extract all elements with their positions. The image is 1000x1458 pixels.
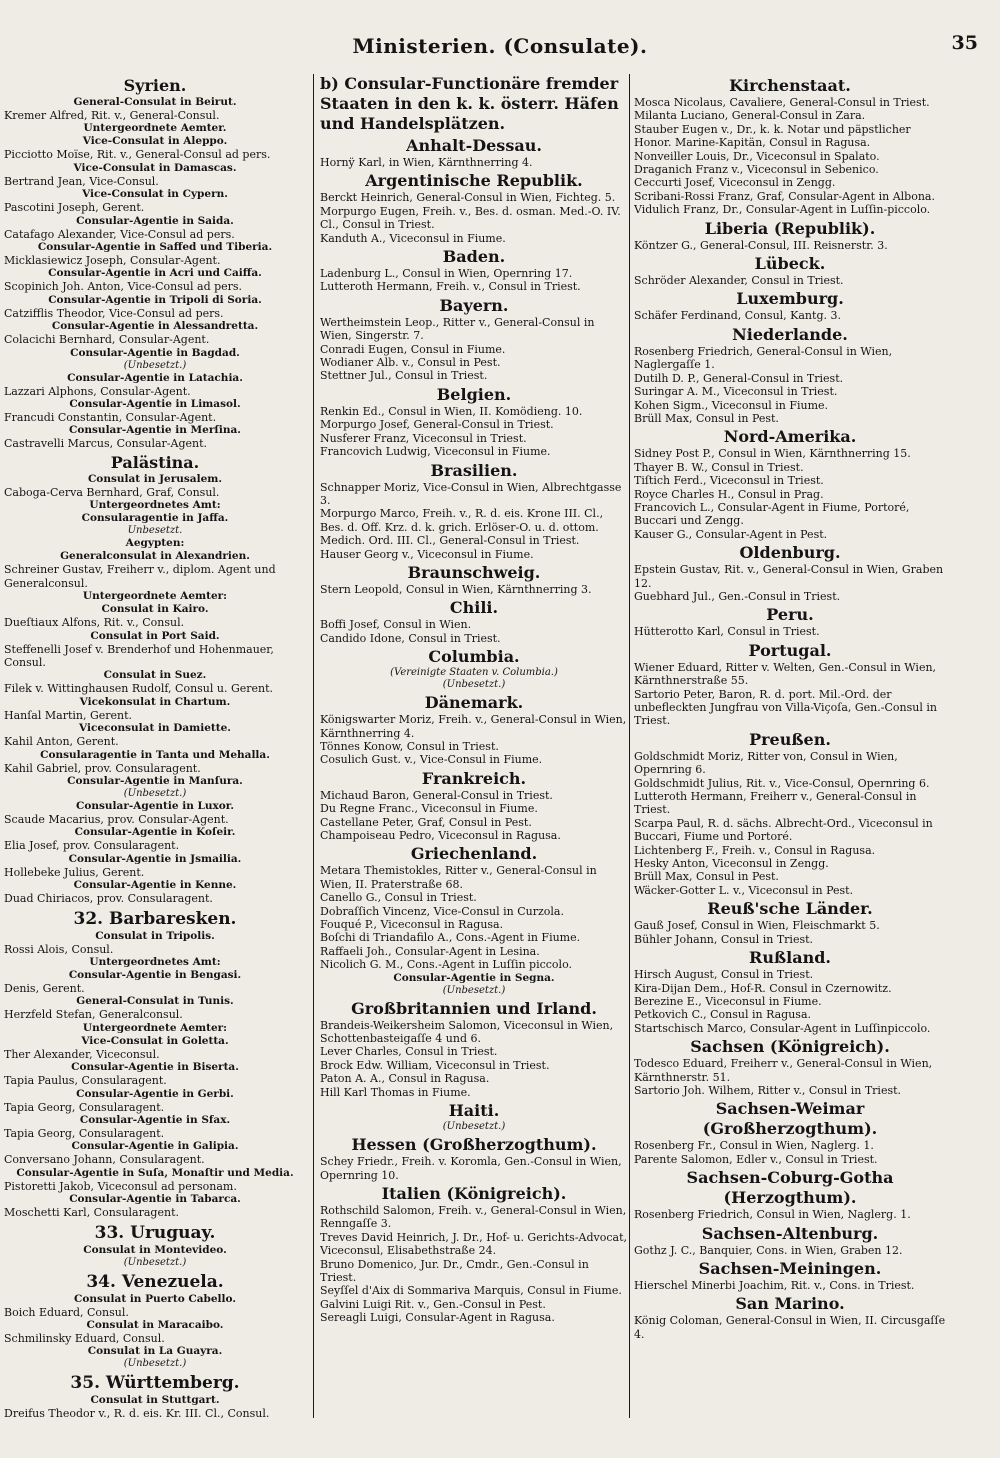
directory-entry: Castellane Peter, Graf, Consul in Pest. [320, 815, 532, 829]
directory-entry: Guebhard Jul., Gen.-Consul in Triest. [634, 589, 841, 603]
directory-entry: Wertheimstein Leop., Ritter v., General-Consul in Wien, Singerstr. 7. [320, 315, 595, 343]
column-divider [313, 74, 314, 1418]
office-subheading: Vicekonsulat in Chartum. [79, 695, 231, 708]
office-subheading: Consular-Agentie in Segna. [393, 971, 555, 984]
office-subheading: Viceconsulat in Damiette. [79, 722, 231, 735]
office-subheading: General-Consulat in Beirut. [73, 96, 237, 108]
section-heading: Belgien. [436, 384, 512, 404]
directory-entry: Micklasiewicz Joseph, Consular-Agent. [4, 254, 221, 268]
directory-entry: Tapia Georg, Consularagent. [4, 1100, 165, 1114]
directory-entry: Pascotini Joseph, Gerent. [4, 201, 145, 215]
directory-entry: Colacichi Bernhard, Consular-Agent. [4, 333, 210, 347]
directory-entry: Berckt Heinrich, General-Consul in Wien, Fichteg. 5. [320, 191, 616, 205]
directory-entry: Hesky Anton, Viceconsul in Zengg. [634, 857, 829, 871]
directory-entry: Dutilh D. P., General-Consul in Triest. [634, 371, 844, 385]
section-heading: Syrien. [123, 76, 187, 95]
note-text: (Unbesetzt.) [123, 787, 187, 799]
office-subheading: Consular-Agentie in Kenne. [73, 879, 237, 892]
section-heading: Liberia (Republik). [704, 218, 876, 238]
directory-entry: Brandeis-Weikersheim Salomon, Viceconsul in Wien, Schottenbasteigaſſe 4 und 6. [320, 1018, 614, 1046]
office-subheading: Consulat in Suez. [103, 669, 207, 682]
directory-entry: Schreiner Gustav, Freiherr v., diplom. Agent und Generalconsul. [4, 563, 276, 590]
directory-entry: Treves David Heinrich, J. Dr., Hof- u. Gerichts-Advocat, Viceconsul, Elisabethstraße 24. [320, 1230, 627, 1258]
directory-entry: Köntzer G., General-Consul, III. Reisnerstr. 3. [634, 238, 888, 252]
page-title: Ministerien. (Consulate). [352, 34, 648, 58]
directory-entry: Canello G., Consul in Triest. [320, 891, 477, 905]
directory-entry: Herzfeld Stefan, Generalconsul. [4, 1008, 183, 1022]
column-left [4, 74, 306, 1450]
directory-entry: Schnapper Moriz, Vice-Consul in Wien, Albrechtgasse 3. [320, 480, 622, 507]
directory-entry: Sereagli Luigi, Consular-Agent in Ragusa. [320, 1311, 555, 1325]
note-text: (Unbesetzt.) [442, 984, 506, 996]
directory-entry: Lutteroth Hermann, Freiherr v., General-Consul in Triest. [634, 790, 917, 817]
directory-entry: Raffaeli Joh., Consular-Agent in Lesina. [320, 944, 540, 958]
directory-entry: Rosenberg Fr., Consul in Wien, Naglerg. 1. [634, 1139, 874, 1153]
section-heading: Dänemark. [424, 693, 524, 713]
directory-entry: Dobraſſich Vincenz, Vice-Consul in Curzola. [320, 904, 564, 918]
directory-entry: Todesco Eduard, Freiherr v., General-Consul in Wien, Kärnthnerstr. 51. [634, 1057, 933, 1084]
directory-entry: Boſchi di Triandafilo A., Cons.-Agent in Fiume. [320, 931, 581, 945]
section-title: b) Consular-Functionäre fremder Staaten in den k. k. österr. Häfen und Handelsplätzen. [320, 74, 619, 133]
office-subheading: Consular-Agentie in Luxor. [76, 799, 234, 812]
directory-entry: Lever Charles, Consul in Triest. [320, 1045, 498, 1059]
directory-entry: Nusferer Franz, Viceconsul in Triest. [320, 431, 527, 445]
directory-entry: König Coloman, General-Consul in Wien, II. Circusgaſſe 4. [634, 1314, 946, 1341]
directory-entry: Morpurgo Eugen, Freih. v., Bes. d. osman. Med.-O. IV. Cl., Consul in Triest. [320, 204, 621, 232]
section-heading: Brasilien. [430, 460, 518, 480]
directory-entry: Rosenberg Friedrich, Consul in Wien, Naglerg. 1. [634, 1208, 911, 1222]
note-text: Unbesetzt. [127, 525, 183, 537]
section-heading: Frankreich. [421, 768, 527, 788]
section-heading: Haiti. [448, 1101, 500, 1121]
directory-entry: Hornÿ Karl, in Wien, Kärnthnerring 4. [320, 156, 533, 169]
section-heading: Italien (Königreich). [381, 1183, 567, 1203]
office-subheading: Aegypten: [125, 537, 185, 550]
section-heading: Sachsen-Weimar (Großherzogthum). [702, 1099, 878, 1139]
section-heading: Niederlande. [732, 324, 848, 344]
office-subheading: Vice-Consulat in Cypern. [82, 188, 228, 201]
section-heading: 32. Barbaresken. [73, 908, 237, 929]
office-subheading: Untergeordnetes Amt: [89, 499, 221, 512]
directory-entry: Ther Alexander, Viceconsul. [4, 1047, 160, 1061]
directory-entry: Steffenelli Josef v. Brenderhof und Hohenmauer, Consul. [4, 642, 274, 669]
section-heading: Baden. [442, 247, 506, 267]
directory-entry: Dreifus Theodor v., R. d. eis. Kr. III. Cl., Consul. [4, 1407, 270, 1421]
directory-entry: Ceccurti Josef, Viceconsul in Zengg. [634, 176, 836, 190]
office-subheading: Consular-Agentie in Manſura. [67, 774, 243, 787]
directory-entry: Hauser Georg v., Viceconsul in Fiume. [320, 547, 534, 561]
directory-entry: Startschisch Marco, Consular-Agent in Luſſinpiccolo. [634, 1021, 931, 1035]
directory-entry: Schäfer Ferdinand, Consul, Kantg. 3. [634, 309, 841, 323]
note-text: (Unbesetzt.) [442, 679, 506, 691]
office-subheading: Untergeordnete Aemter: [82, 1021, 228, 1034]
section-heading: Anhalt-Dessau. [406, 136, 542, 155]
office-subheading: Consulat in Kairo. [101, 603, 209, 616]
directory-entry: Catafago Alexander, Vice-Consul ad pers. [4, 227, 235, 241]
directory-entry: Lutteroth Hermann, Freih. v., Consul in Triest. [320, 280, 581, 294]
directory-entry: Wodianer Alb. v., Consul in Pest. [320, 356, 501, 370]
directory-entry: Francudi Constantin, Consular-Agent. [4, 411, 217, 425]
note-text: (Unbesetzt.) [123, 1358, 187, 1370]
directory-entry: Rossi Alois, Consul. [4, 942, 114, 956]
column-right [634, 74, 946, 1450]
directory-entry: Renkin Ed., Consul in Wien, II. Komödieng. 10. [320, 404, 583, 418]
note-text: (Vereinigte Staaten v. Columbia.) [390, 667, 558, 679]
directory-entry: Mosca Nicolaus, Cavaliere, General-Consul in Triest. [634, 96, 930, 109]
office-subheading: Consulat in Port Said. [90, 629, 220, 642]
office-subheading: Consular-Agentie in Merſina. [69, 424, 241, 437]
directory-entry: Scribani-Rossi Franz, Graf, Consular-Agent in Albona. [634, 189, 935, 203]
office-subheading: General-Consulat in Tunis. [76, 995, 234, 1008]
office-subheading: Consular-Agentie in Latachia. [67, 371, 243, 384]
office-subheading: Consular-Agentie in Bagdad. [70, 346, 240, 359]
column-divider [629, 74, 630, 1418]
directory-entry: Denis, Gerent. [4, 981, 85, 995]
directory-entry: Lichtenberg F., Freih. v., Consul in Ragusa. [634, 843, 876, 857]
section-heading: Reuß'sche Länder. [707, 899, 873, 919]
office-subheading: Consulat in Stuttgart. [90, 1394, 220, 1407]
directory-entry: Kohen Sigm., Viceconsul in Fiume. [634, 398, 829, 412]
directory-entry: Hirsch August, Consul in Triest. [634, 968, 814, 982]
page-number: 35 [951, 32, 978, 54]
office-subheading: Vice-Consulat in Aleppo. [82, 135, 228, 148]
directory-entry: Stern Leopold, Consul in Wien, Kärnthnerring 3. [320, 582, 592, 596]
directory-entry: Wiener Eduard, Ritter v. Welten, Gen.-Consul in Wien, Kärnthnerstraße 55. [634, 660, 937, 688]
directory-entry: Kira-Dijan Dem., Hof-R. Consul in Czernowitz. [634, 981, 892, 995]
directory-entry: Hanſal Martin, Gerent. [4, 708, 133, 722]
office-subheading: Consular-Agentie in Limasol. [69, 398, 241, 411]
directory-entry: Milanta Luciano, General-Consul in Zara. [634, 109, 866, 123]
section-heading: 34. Venezuela. [86, 1271, 224, 1292]
directory-entry: Berezine E., Viceconsul in Fiume. [634, 994, 822, 1008]
section-heading: Luxemburg. [736, 289, 844, 309]
directory-entry: Francovich L., Consular-Agent in Fiume, Portoré, Buccari und Zengg. [634, 500, 910, 528]
office-subheading: Consular-Agentie in Alessandretta. [51, 320, 259, 333]
section-heading: Chili. [449, 598, 499, 618]
section-heading: Sachsen (Königreich). [690, 1037, 890, 1057]
directory-entry: Bruno Domenico, Jur. Dr., Cmdr., Gen.-Consul in Triest. [320, 1257, 589, 1284]
section-heading: Palästina. [110, 452, 200, 472]
directory-entry: Tapia Georg, Consularagent. [4, 1127, 165, 1140]
office-subheading: Consular-Agentie in Galipia. [71, 1140, 239, 1153]
directory-entry: Schmilinsky Eduard, Consul. [4, 1332, 165, 1346]
directory-entry: Ladenburg L., Consul in Wien, Opernring 17. [320, 267, 573, 281]
directory-entry: Königswarter Moriz, Freih. v., General-Consul in Wien, Kärnthnerring 4. [320, 713, 627, 740]
directory-entry: Kahil Gabriel, prov. Consularagent. [4, 761, 201, 775]
directory-entry: Wäcker-Gotter L. v., Viceconsul in Pest. [634, 883, 854, 897]
directory-entry: Tapia Paulus, Consularagent. [4, 1074, 167, 1088]
directory-entry: Schröder Alexander, Consul in Triest. [634, 274, 844, 288]
directory-entry: Tönnes Konow, Consul in Triest. [320, 739, 499, 753]
section-heading: Columbia. [428, 647, 520, 667]
section-heading: Argentinische Republik. [365, 171, 583, 191]
section-heading: Lübeck. [754, 254, 826, 274]
directory-entry: Hill Karl Thomas in Fiume. [320, 1085, 471, 1099]
directory-entry: Candido Idone, Consul in Triest. [320, 631, 501, 645]
office-subheading: Consular-Agentie in Tabarca. [69, 1193, 241, 1206]
office-subheading: Consular-Agentie in Gerbi. [76, 1087, 234, 1100]
office-subheading: Consular-Agentie in Acri und Caiffa. [48, 267, 262, 280]
office-subheading: Consular-Agentie in Suſa, Monaſtir und Media. [16, 1166, 294, 1179]
directory-entry: Morpurgo Josef, General-Consul in Triest. [320, 418, 554, 432]
directory-entry: Castravelli Marcus, Consular-Agent. [4, 437, 207, 451]
office-subheading: Consular-Agentie in Saida. [76, 214, 234, 227]
directory-entry: Gothz J. C., Banquier, Cons. in Wien, Graben 12. [634, 1243, 903, 1257]
directory-entry: Nicolich G. M., Cons.-Agent in Luſſin piccolo. [320, 958, 573, 972]
office-subheading: Untergeordnetes Amt: [89, 955, 221, 968]
directory-entry: Fouqué P., Viceconsul in Ragusa. [320, 918, 504, 932]
directory-entry: Epstein Gustav, Rit. v., General-Consul in Wien, Graben 12. [634, 563, 944, 590]
column-middle [320, 74, 628, 1450]
directory-entry: Hierschel Minerbi Joachim, Rit. v., Cons. in Triest. [634, 1278, 915, 1292]
directory-entry: Sartorio Peter, Baron, R. d. port. Mil.-Ord. der unbefleckten Jungfrau von Villa-Viçoſa, Gen.-Consul in Triest. [634, 687, 937, 728]
directory-entry: Scopinich Joh. Anton, Vice-Consul ad pers. [4, 280, 243, 294]
office-subheading: Consulat in Puerto Cabello. [73, 1292, 236, 1305]
office-subheading: Consular-Agentie in Saffed und Tiberia. [37, 241, 273, 254]
office-subheading: Consulat in La Guayra. [87, 1345, 223, 1358]
office-subheading: Vice-Consulat in Goletta. [81, 1034, 229, 1047]
directory-entry: Parente Salomon, Edler v., Consul in Triest. [634, 1152, 878, 1166]
directory-entry: Hollebeke Julius, Gerent. [4, 865, 145, 879]
directory-entry: Schey Friedr., Freih. v. Koromla, Gen.-Consul in Wien, Opernring 10. [320, 1155, 622, 1182]
directory-entry: Thayer B. W., Consul in Triest. [634, 460, 804, 474]
section-heading: Oldenburg. [739, 543, 841, 563]
directory-entry: Rosenberg Friedrich, General-Consul in Wien, Naglergaſſe 1. [634, 344, 893, 372]
section-heading: Kirchenstaat. [729, 76, 851, 95]
directory-entry: Tiſtich Ferd., Viceconsul in Triest. [634, 474, 824, 488]
directory-entry: Suringar A. M., Viceconsul in Triest. [634, 385, 838, 399]
directory-entry: Michaud Baron, General-Consul in Triest. [320, 788, 553, 802]
directory-entry: Goldschmidt Moriz, Ritter von, Consul in Wien, Opernring 6. [634, 749, 898, 777]
office-subheading: Consular-Agentie in Jsmailia. [68, 852, 242, 865]
directory-entry: Dueſtiaux Alfons, Rit. v., Consul. [4, 616, 185, 630]
directory-entry: Sidney Post P., Consul in Wien, Kärnthnerring 15. [634, 447, 911, 461]
section-heading: Braunschweig. [407, 562, 541, 582]
section-heading: Sachsen-Altenburg. [701, 1223, 879, 1243]
directory-entry: Cosulich Gust. v., Vice-Consul in Fiume. [320, 753, 543, 767]
section-heading: San Marino. [735, 1294, 845, 1314]
directory-entry: Lazzari Alphons, Consular-Agent. [4, 384, 191, 398]
directory-entry: Gauß Josef, Consul in Wien, Fleischmarkt 5. [634, 919, 880, 933]
directory-entry: Morpurgo Marco, Freih. v., R. d. eis. Krone III. Cl., Bes. d. Off. Krz. d. k. grich. Erlöser-O. u. d. ottom. Medich. Ord. III. Cl., General-Consul in Triest. [320, 507, 604, 548]
office-subheading: Consular-Agentie in Tripoli di Soria. [48, 293, 262, 306]
section-heading: Griechenland. [410, 844, 538, 864]
directory-entry: Champoiseau Pedro, Viceconsul in Ragusa. [320, 829, 561, 842]
directory-entry: Elia Josef, prov. Consularagent. [4, 839, 180, 853]
directory-entry: Seyſſel d'Aix di Sommariva Marquis, Consul in Fiume. [320, 1284, 622, 1298]
section-heading: Hessen (Großherzogthum). [351, 1135, 597, 1155]
office-subheading: Consular-Agentie in Koſeir. [74, 826, 236, 839]
directory-entry: Petkovich C., Consul in Ragusa. [634, 1008, 811, 1022]
directory-entry: Scaude Macarius, prov. Consular-Agent. [4, 812, 229, 826]
directory-entry: Paton A. A., Consul in Ragusa. [320, 1072, 490, 1086]
directory-entry: Draganich Franz v., Viceconsul in Sebenico. [634, 163, 879, 177]
directory-entry: Scarpa Paul, R. d. sächs. Albrecht-Ord., Viceconsul in Buccari, Fiume und Portoré. [634, 816, 933, 844]
directory-entry: Catzifflis Theodor, Vice-Consul ad pers. [4, 306, 224, 320]
section-heading: 33. Uruguay. [94, 1222, 216, 1243]
directory-entry: Boich Eduard, Consul. [4, 1305, 129, 1319]
office-subheading: Consularagentie in Jaffa. [81, 512, 229, 525]
directory-entry: Nonveiller Louis, Dr., Viceconsul in Spalato. [634, 149, 880, 163]
office-subheading: Consularagentie in Tanta und Mehalla. [40, 748, 270, 761]
directory-entry: Duad Chiriacos, prov. Consularagent. [4, 892, 213, 906]
directory-entry: Moschetti Karl, Consularagent. [4, 1206, 179, 1220]
office-subheading: Consular-Agentie in Sfax. [79, 1114, 231, 1126]
directory-entry: Kauser G., Consular-Agent in Pest. [634, 527, 828, 541]
section-heading: Sachsen-Meiningen. [698, 1258, 882, 1278]
office-subheading: Consular-Agentie in Bengasi. [68, 968, 242, 981]
office-subheading: Consulat in Maracaibo. [86, 1319, 224, 1332]
office-subheading: Vice-Consulat in Damascas. [73, 161, 237, 174]
directory-entry: Metara Themistokles, Ritter v., General-Consul in Wien, II. Praterstraße 68. [320, 864, 597, 891]
directory-entry: Picciotto Moïse, Rit. v., General-Consul ad pers. [4, 148, 271, 162]
office-subheading: Untergeordnete Aemter: [82, 590, 228, 603]
section-heading: Sachsen-Coburg-Gotha (Herzogthum). [686, 1168, 894, 1208]
section-heading: 35. Württemberg. [70, 1373, 240, 1394]
directory-entry: Stettner Jul., Consul in Triest. [320, 369, 488, 383]
directory-entry: Francovich Ludwig, Viceconsul in Fiume. [320, 445, 551, 459]
office-subheading: Consulat in Jerusalem. [87, 472, 223, 485]
note-text: (Unbesetzt.) [123, 359, 187, 371]
office-subheading: Generalconsulat in Alexandrien. [60, 550, 250, 563]
directory-entry: Conversano Johann, Consularagent. [4, 1153, 205, 1167]
section-heading: Preußen. [749, 729, 831, 749]
directory-entry: Galvini Luigi Rit. v., Gen.-Consul in Pest. [320, 1297, 546, 1311]
directory-entry: Brüll Max, Consul in Pest. [634, 411, 779, 425]
directory-entry: Filek v. Wittinghausen Rudolf, Consul u. Gerent. [4, 682, 274, 696]
office-subheading: Consulat in Montevideo. [83, 1243, 227, 1256]
directory-entry: Sartorio Joh. Wilhem, Ritter v., Consul in Triest. [634, 1083, 902, 1097]
section-heading: Portugal. [748, 640, 832, 660]
directory-entry: Bertrand Jean, Vice-Consul. [4, 174, 159, 188]
note-text: (Unbesetzt.) [123, 1256, 187, 1268]
directory-entry: Brüll Max, Consul in Pest. [634, 870, 779, 884]
directory-entry: Brock Edw. William, Viceconsul in Triest. [320, 1058, 550, 1072]
directory-entry: Conradi Eugen, Consul in Fiume. [320, 342, 506, 356]
directory-entry: Kanduth A., Viceconsul in Fiume. [320, 231, 506, 245]
directory-entry: Boffi Josef, Consul in Wien. [320, 618, 472, 632]
section-heading: Großbritannien und Irland. [351, 998, 597, 1018]
directory-entry: Stauber Eugen v., Dr., k. k. Notar und päpstlicher Honor. Marine-Kapitän, Consul in Ragusa. [634, 122, 911, 150]
office-subheading: Consular-Agentie in Biserta. [71, 1061, 239, 1074]
directory-entry: Hütterotto Karl, Consul in Triest. [634, 625, 820, 639]
section-heading: Rußland. [749, 948, 831, 968]
directory-entry: Bühler Johann, Consul in Triest. [634, 932, 814, 946]
directory-entry: Royce Charles H., Consul in Prag. [634, 487, 824, 501]
directory-entry: Goldschmidt Julius, Rit. v., Vice-Consul, Opernring 6. [634, 776, 930, 790]
directory-entry: Vidulich Franz, Dr., Consular-Agent in Luſſin-piccolo. [634, 203, 931, 217]
directory-entry: Caboga-Cerva Bernhard, Graf, Consul. [4, 485, 220, 499]
office-subheading: Consulat in Tripolis. [95, 929, 215, 942]
office-subheading: Untergeordnete Aemter. [83, 122, 227, 135]
section-heading: Nord-Amerika. [723, 427, 857, 447]
directory-entry: Du Regne Franc., Viceconsul in Fiume. [320, 802, 538, 816]
directory-entry: Kremer Alfred, Rit. v., General-Consul. [4, 109, 220, 122]
section-heading: Peru. [766, 605, 814, 625]
directory-entry: Pistoretti Jakob, Viceconsul ad personam. [4, 1179, 237, 1193]
directory-entry: Kahil Anton, Gerent. [4, 735, 119, 749]
note-text: (Unbesetzt.) [442, 1121, 506, 1133]
section-heading: Bayern. [439, 295, 509, 315]
directory-entry: Rothschild Salomon, Freih. v., General-Consul in Wien, Renngaſſe 3. [320, 1203, 627, 1231]
